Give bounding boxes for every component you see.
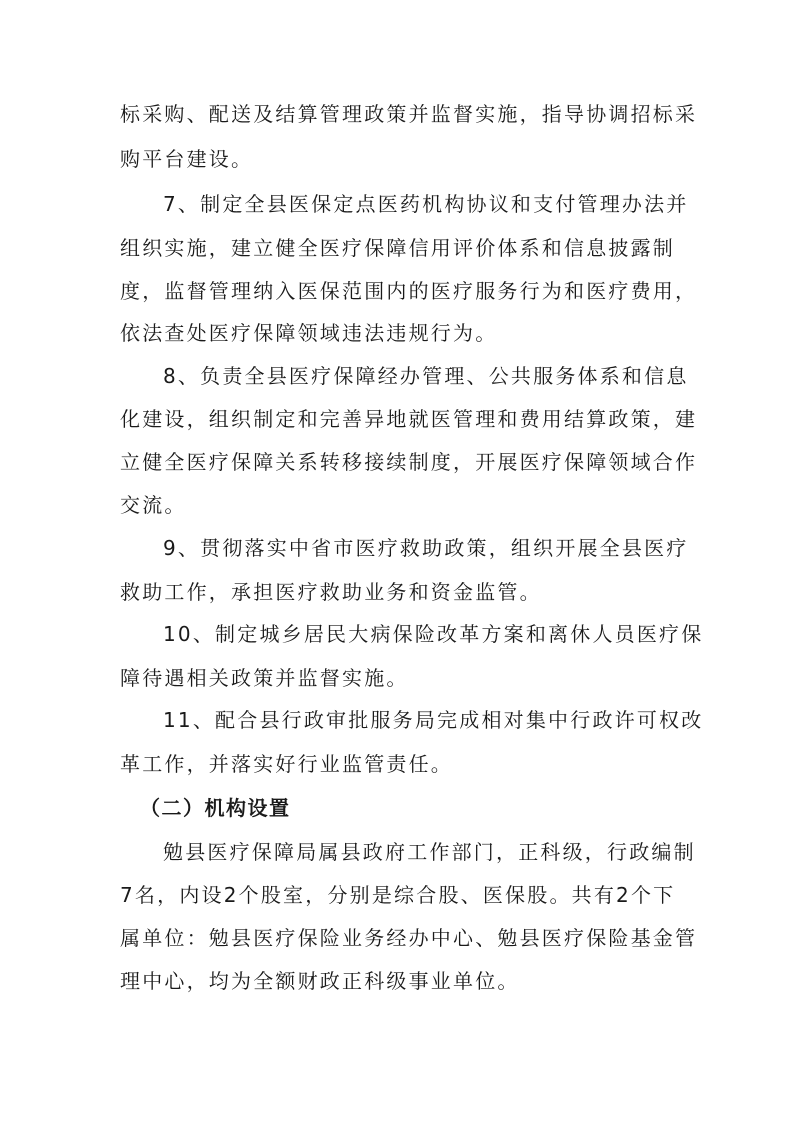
text-line: 依法查处医疗保障领域违法违规行为。 <box>120 321 498 345</box>
text-line: 度，监督管理纳入医保范围内的医疗服务行为和医疗费用， <box>120 279 698 303</box>
text-line: 化建设，组织制定和完善异地就医管理和费用结算政策，建 <box>120 407 698 431</box>
text-line: 立健全医疗保障关系转移接续制度，开展医疗保障领域合作 <box>120 450 698 474</box>
text-line: 8、负责全县医疗保障经办管理、公共服务体系和信息 <box>163 364 689 388</box>
text-line: 购平台建设。 <box>120 147 254 171</box>
text-line: 7名，内设2个股室，分别是综合股、医保股。共有2个下 <box>120 883 676 907</box>
text-line: 交流。 <box>120 493 187 517</box>
text-line: 7、制定全县医保定点医药机构协议和支付管理办法并 <box>163 192 689 216</box>
text-line: 11、配合县行政审批服务局完成相对集中行政许可权改 <box>163 708 704 732</box>
text-line: 理中心，均为全额财政正科级事业单位。 <box>120 969 520 993</box>
text-line: 10、制定城乡居民大病保险改革方案和离休人员医疗保 <box>163 622 704 646</box>
text-line: 标采购、配送及结算管理政策并监督实施，指导协调招标采 <box>120 102 698 126</box>
section-heading: （二）机构设置 <box>140 796 291 820</box>
text-line: 组织实施，建立健全医疗保障信用评价体系和信息披露制 <box>120 236 675 260</box>
text-line: 救助工作，承担医疗救助业务和资金监管。 <box>120 580 542 604</box>
text-line: 障待遇相关政策并监督实施。 <box>120 666 409 690</box>
text-line: 属单位：勉县医疗保险业务经办中心、勉县医疗保险基金管 <box>120 926 698 950</box>
text-line: 勉县医疗保障局属县政府工作部门，正科级，行政编制 <box>163 840 696 864</box>
text-line: 9、贯彻落实中省市医疗救助政策，组织开展全县医疗 <box>163 536 689 560</box>
text-line: 革工作，并落实好行业监管责任。 <box>120 752 453 776</box>
